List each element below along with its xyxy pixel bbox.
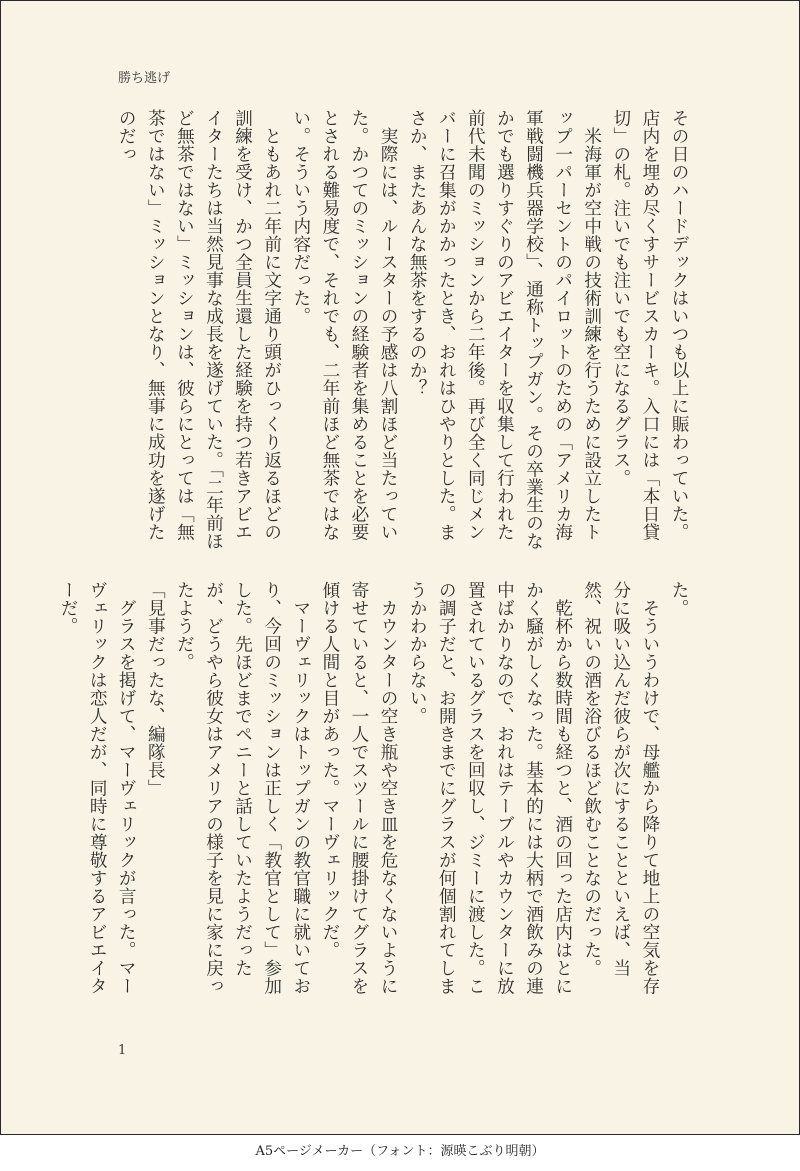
paragraph: た。 (669, 581, 689, 617)
paragraph: マーヴェリックはトップガンの教官職に就いており、今回のミッションは正しく「教官として」参加した。先ほどまでペニーと話していたようだったが、どうやら彼女はアメリアの様子を見に家に戻ったようだ。 (174, 581, 311, 995)
paragraph: その日のハードデックはいつも以上に賑わっていた。 (669, 109, 689, 541)
paragraph: 乾杯から数時間も経つと、酒の回った店内はとにかく騒がしくなった。基本的には大柄で酒飲みの連中ばかりなので、おれはテーブルやカウンターに放置されているグラスを回収し、ジミーに渡した。この調子だと、お開きまでにグラスが何個割れてしまうかわからない。 (407, 581, 573, 995)
paragraph: ともあれ二年前に文字通り頭がひっくり返るほどの訓練を受け、かつ全員生還した経験を持つ若きアビエイターたちは当然見事な成長を遂げていた。「二年前ほど無茶ではない」ミッションは、彼らにとっては「無茶ではない」ミッションとなり、無事に成功を遂げたのだっ (116, 109, 282, 551)
paragraph: そういうわけで、母艦から降りて地上の空気を存分に吸い込んだ彼らが次にすることといえば、当然、祝いの酒を浴びるほど飲むことなのだった。 (581, 581, 660, 995)
paragraph: 米海軍が空中戦の技術訓練を行うために設立したトップ一パーセントのパイロットのための「アメリカ海軍戦闘機兵器学校」、通称トップガン。その卒業生のなかでも選りすぐりのアビエイターを収集して行われた前代未聞のミッションから二年後。再び全く同じメンバーに召集がかかったとき、おれはひやりとした。まさか、またあんな無茶をするのか？ (407, 109, 602, 551)
lower-text-block (58, 581, 693, 1011)
paragraph: 「見事だったな、編隊長」 (145, 581, 166, 797)
paragraph: カウンターの空き瓶や空き皿を危なくないように寄せていると、一人でスツールに腰掛けてグラスを傾ける人間と目があった。マーヴェリックだ。 (319, 581, 399, 995)
paragraph: 店内を埋め尽くすサービスカーキ。入口には「本日貸切」の札。注いでも注いでも空になるグラス。 (610, 109, 660, 541)
running-header: 勝ち逃げ (118, 71, 171, 86)
upper-text-block (109, 109, 693, 553)
footer-caption: A5ページメーカー（フォント：源暎こぶり明朝） (255, 1144, 545, 1159)
paragraph: 実際には、ルースターの予感は八割ほど当たっていた。かつてのミッションの経験者を集めることを必要とされる難易度で、それでも、二年前ほど無茶ではない。そういう内容だった。 (290, 109, 399, 541)
page-number: 1 (118, 1043, 127, 1058)
paragraph: グラスを掲げて、マーヴェリックが言った。マーヴェリックは恋人だが、同時に尊敬するアビエイターだ。 (58, 581, 137, 995)
